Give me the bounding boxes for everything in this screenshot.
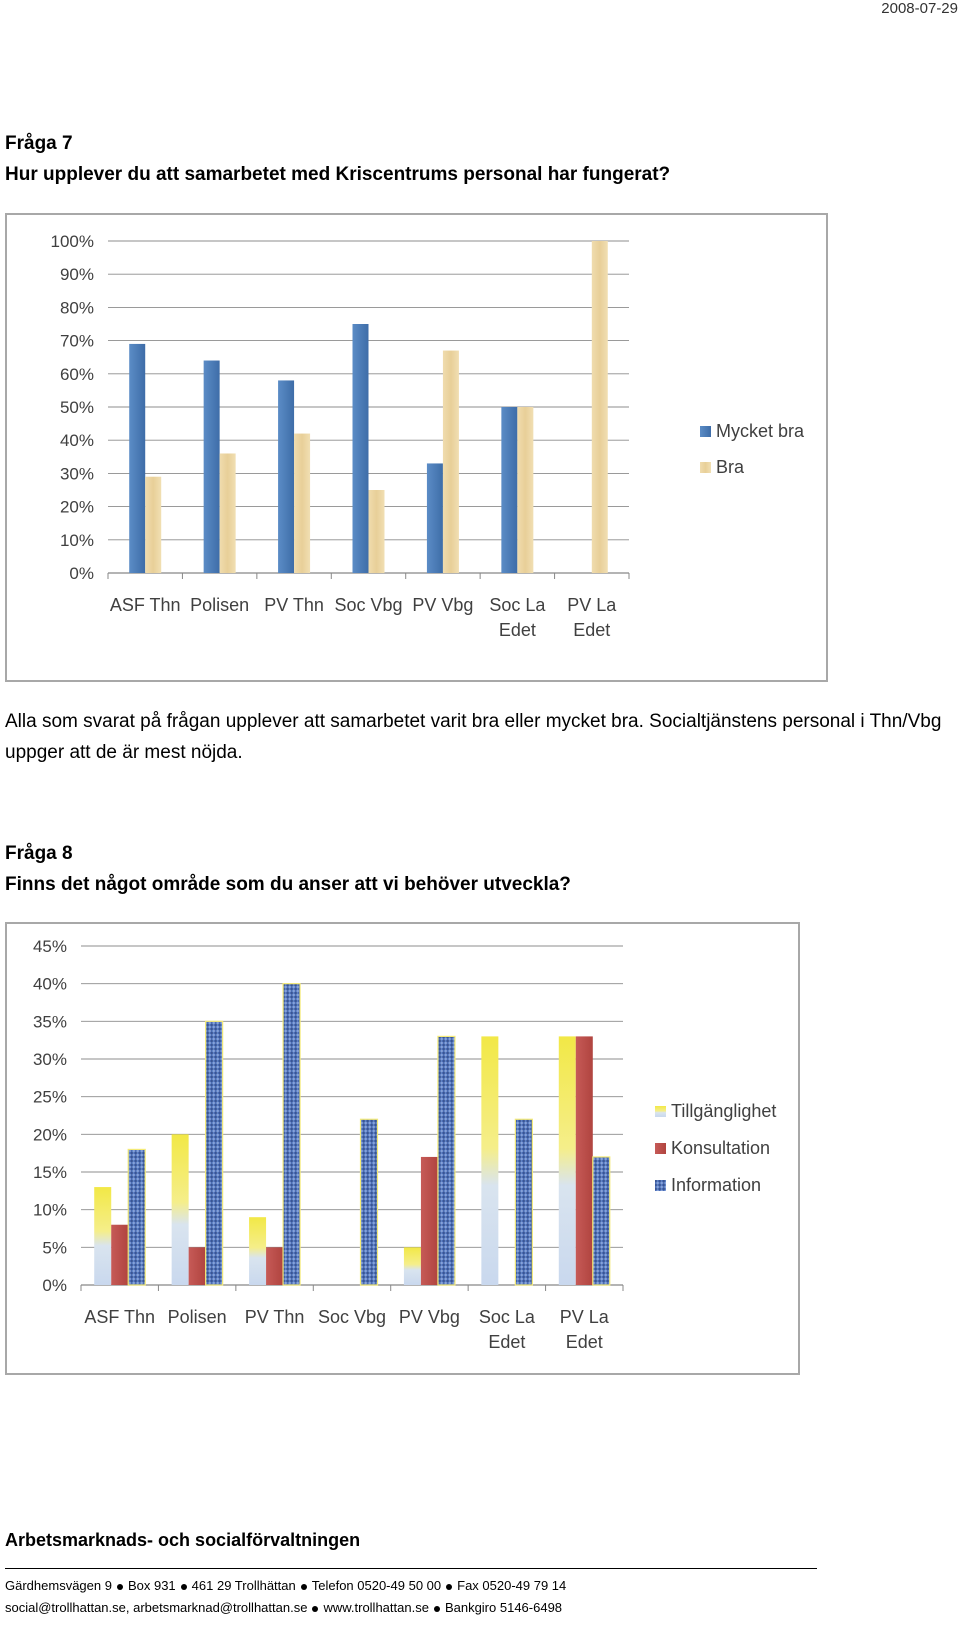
- bar-information: [515, 1119, 532, 1285]
- bar-bra: [294, 434, 310, 573]
- y-tick-label: 0%: [69, 564, 94, 583]
- question-7-text: Hur upplever du att samarbetet med Kriscentrums personal har fungerat?: [5, 164, 671, 185]
- bar-information: [128, 1149, 145, 1285]
- bar-konsultation: [266, 1247, 283, 1285]
- footer-address-part: Gärdhemsvägen 9: [5, 1578, 112, 1593]
- y-tick-label: 30%: [32, 1050, 67, 1069]
- y-tick-label: 40%: [59, 431, 94, 451]
- bar-bra: [145, 477, 161, 573]
- x-tick-label: Edet: [573, 620, 611, 640]
- footer-address-part: Box 931: [127, 1578, 176, 1593]
- x-tick-label: Edet: [565, 1332, 603, 1352]
- bar-tillgänglighet: [559, 1036, 576, 1285]
- y-tick-label: 40%: [32, 974, 67, 994]
- x-tick-label: ASF Thn: [109, 595, 181, 615]
- bar-mycket-bra: [204, 361, 220, 573]
- bar-bra: [592, 241, 608, 573]
- x-tick-label: PV La: [559, 1307, 609, 1327]
- x-tick-label: Polisen: [190, 595, 250, 615]
- y-tick-label: 20%: [32, 1125, 67, 1145]
- y-tick-label: 50%: [59, 398, 94, 417]
- footer-contact-part: social@trollhattan.se, arbetsmarknad@trollhattan.se: [5, 1600, 308, 1615]
- bar-information: [438, 1036, 455, 1285]
- x-tick-label: Edet: [488, 1332, 526, 1352]
- bullet-separator: [117, 1584, 123, 1590]
- chart-q7-svg: [7, 215, 830, 684]
- y-tick-label: 20%: [59, 497, 94, 517]
- x-tick-label: Edet: [498, 620, 536, 640]
- bar-mycket-bra: [353, 324, 369, 573]
- bullet-separator: [301, 1584, 307, 1590]
- y-tick-label: 35%: [32, 1012, 67, 1032]
- bar-mycket-bra: [278, 380, 294, 573]
- bullet-separator: [434, 1606, 440, 1612]
- bullet-separator: [181, 1584, 187, 1590]
- x-tick-label: PV Thn: [244, 1307, 305, 1327]
- x-tick-label: Soc Vbg: [334, 595, 403, 615]
- bar-bra: [220, 453, 236, 573]
- document-date: 2008-07-29: [881, 0, 958, 17]
- y-tick-label: 25%: [32, 1087, 67, 1107]
- chart-q7: [5, 213, 828, 682]
- bar-konsultation: [576, 1036, 593, 1285]
- bar-mycket-bra: [501, 407, 517, 573]
- y-tick-label: 10%: [32, 1200, 67, 1220]
- bar-tillgänglighet: [94, 1187, 111, 1285]
- footer-divider: [5, 1568, 817, 1569]
- bullet-separator: [446, 1584, 452, 1590]
- legend-swatch-konsultation: [655, 1143, 666, 1154]
- chart-q8-svg: [7, 924, 802, 1377]
- bar-bra: [517, 407, 533, 573]
- question-8-label: Fråga 8: [5, 843, 73, 864]
- y-tick-label: 60%: [59, 364, 94, 384]
- legend-label: Mycket bra: [716, 421, 805, 441]
- question-7-commentary: Alla som svarat på frågan upplever att samarbetet varit bra eller mycket bra. Socialtjänstens personal i Thn/Vbg uppger att de är mest nöjda.: [5, 711, 942, 763]
- bar-konsultation: [189, 1247, 206, 1285]
- x-tick-label: Polisen: [167, 1307, 227, 1327]
- footer-organization: Arbetsmarknads- och socialförvaltningen: [5, 1530, 361, 1550]
- y-tick-label: 70%: [59, 331, 94, 351]
- bar-bra: [369, 490, 385, 573]
- bar-konsultation: [421, 1157, 438, 1285]
- footer-address-part: 461 29 Trollhättan: [191, 1578, 296, 1593]
- bullet-separator: [312, 1606, 318, 1612]
- legend-swatch-mycket-bra: [700, 426, 711, 437]
- x-tick-label: PV La: [567, 595, 617, 615]
- bar-tillgänglighet: [481, 1036, 498, 1285]
- bar-tillgänglighet: [404, 1247, 421, 1285]
- y-tick-label: 45%: [32, 937, 67, 956]
- legend-swatch-tillgänglighet: [655, 1106, 666, 1117]
- x-tick-label: PV Thn: [264, 595, 324, 615]
- legend-label: Information: [671, 1175, 762, 1195]
- footer-contact-part: www.trollhattan.se: [323, 1600, 429, 1615]
- bar-information: [206, 1021, 223, 1285]
- y-tick-label: 10%: [59, 530, 94, 550]
- legend-swatch-bra: [700, 462, 711, 473]
- y-tick-label: 30%: [59, 464, 94, 484]
- chart-q8: [5, 922, 800, 1375]
- legend-label: Bra: [716, 457, 745, 477]
- x-tick-label: PV Vbg: [398, 1307, 460, 1327]
- legend-label: Tillgänglighet: [671, 1101, 777, 1121]
- x-tick-label: ASF Thn: [84, 1307, 156, 1327]
- legend-label: Konsultation: [671, 1138, 771, 1158]
- bar-konsultation: [111, 1225, 128, 1285]
- bar-information: [361, 1119, 378, 1285]
- footer-address-part: Fax 0520-49 79 14: [457, 1578, 567, 1593]
- y-tick-label: 90%: [59, 265, 94, 285]
- legend-swatch-information: [655, 1180, 666, 1191]
- x-tick-label: Soc La: [478, 1307, 535, 1327]
- y-tick-label: 80%: [59, 298, 94, 318]
- bar-tillgänglighet: [249, 1217, 266, 1285]
- bar-mycket-bra: [129, 344, 145, 573]
- bar-information: [593, 1157, 610, 1285]
- bar-information: [283, 984, 300, 1285]
- y-tick-label: 5%: [42, 1238, 67, 1258]
- x-tick-label: Soc La: [489, 595, 546, 615]
- question-8-text: Finns det något område som du anser att vi behöver utveckla?: [5, 874, 571, 895]
- y-tick-label: 100%: [50, 232, 94, 251]
- footer-address-part: Telefon 0520-49 50 00: [311, 1578, 442, 1593]
- y-tick-label: 0%: [42, 1276, 67, 1295]
- footer-contact-part: Bankgiro 5146-6498: [444, 1600, 563, 1615]
- x-tick-label: PV Vbg: [412, 595, 474, 615]
- footer-address: [5, 1578, 566, 1593]
- question-7-label: Fråga 7: [5, 133, 73, 154]
- footer-contact: [5, 1600, 562, 1615]
- bar-bra: [443, 351, 459, 573]
- y-tick-label: 15%: [32, 1163, 67, 1182]
- bar-tillgänglighet: [172, 1134, 189, 1285]
- x-tick-label: Soc Vbg: [317, 1307, 387, 1327]
- bar-mycket-bra: [427, 463, 443, 573]
